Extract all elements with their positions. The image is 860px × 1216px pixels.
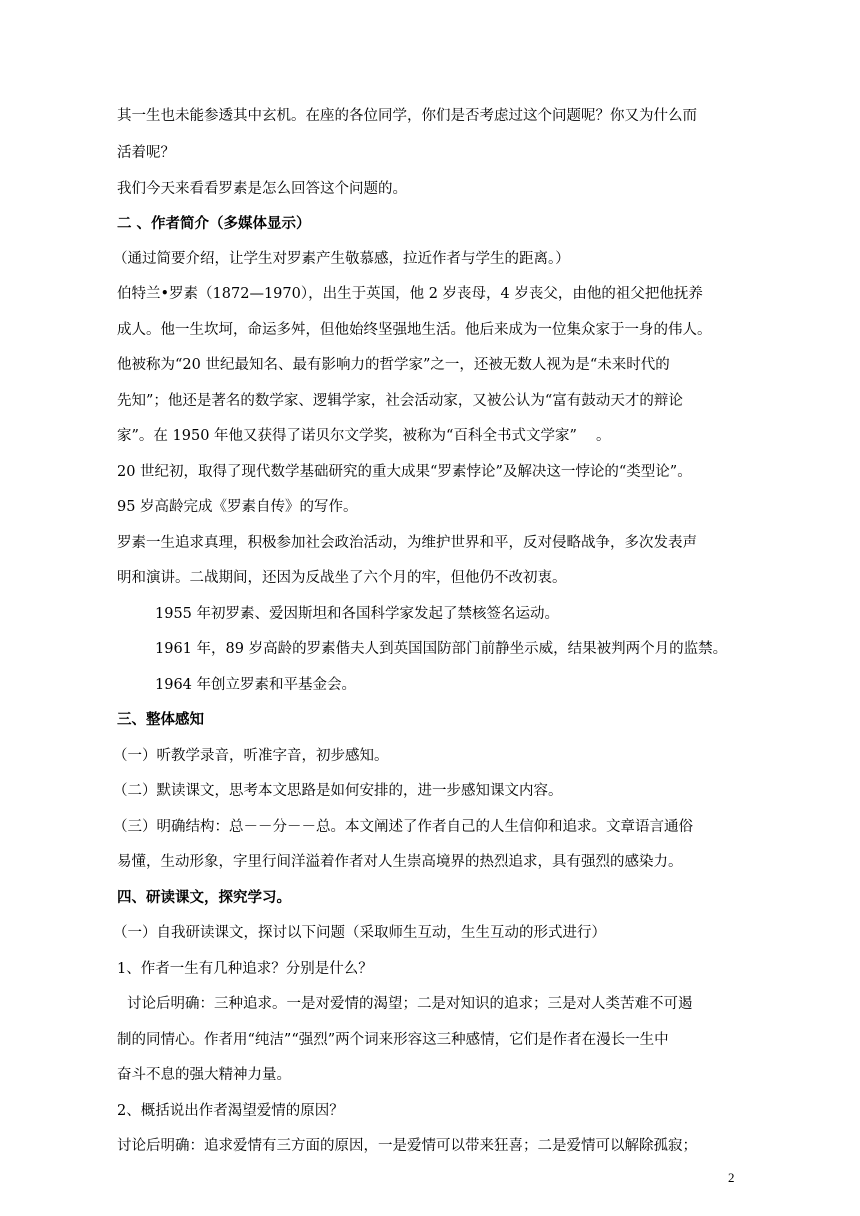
text-line: 家”。在 1950 年他又获得了诺贝尔文学奖，被称为“百科全书式文学家” 。 [117,428,611,444]
text-line: （通过简要介绍，让学生对罗素产生敬慕感，拉近作者与学生的距离。） [113,251,570,267]
text-line: 1、作者一生有几种追求？分别是什么？ [117,961,373,977]
text-line: 易懂，生动形象，字里行间洋溢着作者对人生崇高境界的热烈追求，具有强烈的感染力。 [117,854,683,870]
text-line: 讨论后明确：三种追求。一是对爱情的渴望；二是对知识的追求；三是对人类苦难不可遏 [127,996,693,1012]
text-line: 明和演讲。二战期间，还因为反战坐了六个月的牢，但他仍不改初衷。 [117,570,567,586]
section-heading: 三、整体感知 [117,712,204,728]
text-line: 活着呢？ [117,145,175,161]
text-line: 讨论后明确：追求爱情有三方面的原因，一是爱情可以带来狂喜；二是爱情可以解除孤寂； [117,1138,697,1154]
section-heading: 四、研读课文，探究学习。 [117,890,291,906]
text-line: 先知”；他还是著名的数学家、逻辑学家，社会活动家，又被公认为“富有鼓动天才的辩论 [117,393,683,409]
text-line: 奋斗不息的强大精神力量。 [117,1067,291,1083]
text-line: 成人。他一生坎坷，命运多舛，但他始终坚强地生活。他后来成为一位集众家于一身的伟人。 [117,322,712,338]
text-line: 2、概括说出作者渴望爱情的原因？ [117,1103,344,1119]
section-heading: 二 、作者简介（多媒体显示） [117,216,311,232]
text-line: 95 岁高龄完成《罗素自传》的写作。 [117,499,358,515]
text-line: 他被称为“20 世纪最知名、最有影响力的哲学家”之一，还被无数人视为是“未来时代的 [117,357,670,373]
text-line: （一）自我研读课文，探讨以下问题（采取师生互动，生生互动的形式进行） [113,925,606,941]
text-line: 1964 年创立罗素和平基金会。 [155,677,357,693]
text-line: 我们今天来看看罗素是怎么回答这个问题的。 [117,181,407,197]
text-line: 其一生也未能参透其中玄机。在座的各位同学，你们是否考虑过这个问题呢？你又为什么而 [117,108,697,124]
text-line: 20 世纪初，取得了现代数学基础研究的重大成果“罗素悖论”及解决这一悖论的“类型论”。 [117,464,692,480]
text-line: 伯特兰•罗素（1872—1970），出生于英国，他 2 岁丧母，4 岁丧父，由他的祖父把他抚养 [117,286,703,302]
text-line: （三）明确结构：总－－分－－总。本文阐述了作者自己的人生信仰和追求。文章语言通俗 [113,819,693,835]
text-line: 制的同情心。作者用“纯洁”“强烈”两个词来形容这三种感情，它们是作者在漫长一生中 [117,1032,669,1048]
text-line: 罗素一生追求真理，积极参加社会政治活动，为维护世界和平，反对侵略战争，多次发表声 [117,535,697,551]
text-line: （一）听教学录音，听准字音，初步感知。 [113,748,389,764]
text-line: 1961 年，89 岁高龄的罗素偕夫人到英国国防部门前静坐示威，结果被判两个月的监禁。 [155,641,728,657]
page-number: 2 [728,1170,735,1185]
text-line: （二）默读课文，思考本文思路是如何安排的，进一步感知课文内容。 [113,783,563,799]
text-line: 1955 年初罗素、爱因斯坦和各国科学家发起了禁核签名运动。 [155,606,560,622]
